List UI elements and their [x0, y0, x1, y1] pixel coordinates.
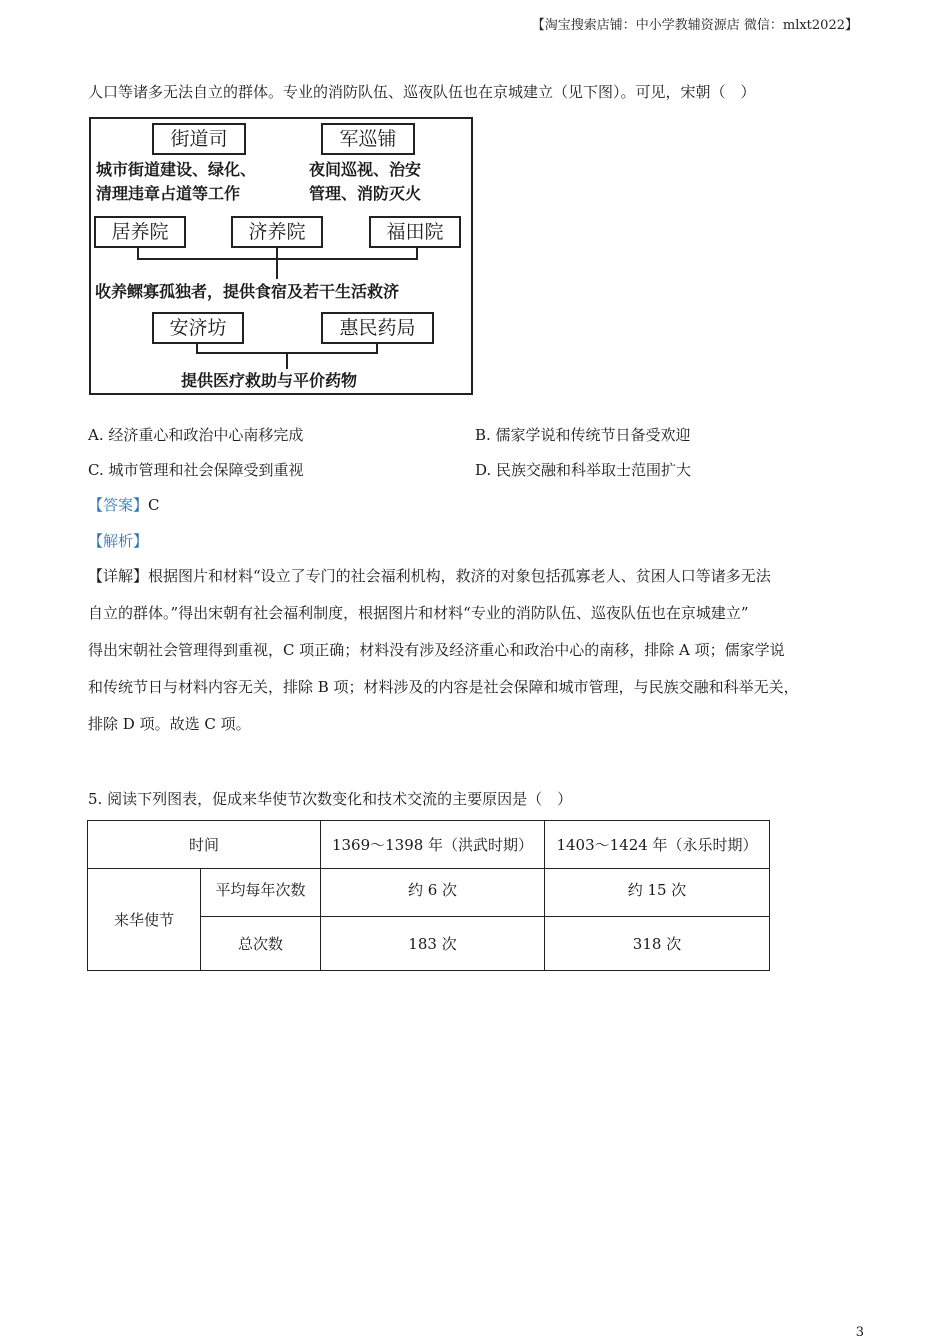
desc-junxunpu-2: 管理、消防灭火	[309, 184, 422, 203]
table-group-label: 来华使节	[88, 869, 201, 971]
answer-label: 【答案】	[88, 496, 149, 514]
detail-text-1: 根据图片和材料“设立了专门的社会福利机构，救济的对象包括孤寡老人、贫困人口等诸多无法	[148, 567, 771, 585]
detail-line-4: 和传统节日与材料内容无关，排除 B 项；材料涉及的内容是社会保障和城市管理，与民族交融和科举无关，	[88, 678, 799, 696]
table-row2-value-2: 318 次	[545, 917, 770, 971]
table-row1-value-1: 约 6 次	[321, 869, 545, 917]
option-a: A. 经济重心和政治中心南移完成	[88, 426, 304, 444]
box-anjifang: 安济坊	[152, 312, 244, 344]
detail-line-5: 排除 D 项。故选 C 项。	[88, 715, 251, 733]
desc-welfare: 收养鳏寡孤独者，提供食宿及若干生活救济	[95, 282, 400, 301]
song-institutions-diagram	[89, 117, 473, 395]
table-time-header: 时间	[88, 821, 321, 869]
detail-label: 【详解】	[88, 567, 149, 585]
option-d: D. 民族交融和科举取士范围扩大	[475, 461, 692, 479]
box-futianyuan: 福田院	[369, 216, 461, 248]
envoys-table	[87, 820, 770, 971]
desc-jiedaosi-2: 清理违章占道等工作	[96, 184, 241, 203]
desc-medical: 提供医疗救助与平价药物	[181, 371, 358, 390]
desc-junxunpu-1: 夜间巡视、治安	[309, 160, 422, 179]
option-c: C. 城市管理和社会保障受到重视	[88, 461, 304, 479]
table-row1-label: 平均每年次数	[201, 869, 321, 917]
box-jiedaosi: 街道司	[152, 123, 246, 155]
table-period-1: 1369～1398 年（洪武时期）	[321, 821, 545, 869]
table-row2-label: 总次数	[201, 917, 321, 971]
detail-line-1	[88, 566, 771, 586]
option-b: B. 儒家学说和传统节日备受欢迎	[475, 426, 691, 444]
table-row1-value-2: 约 15 次	[545, 869, 770, 917]
answer-value: C	[148, 496, 160, 514]
detail-line-2: 自立的群体。”得出宋朝有社会福利制度，根据图片和材料“专业的消防队伍、巡夜队伍也在京城建立”	[88, 604, 749, 622]
box-huiminyaoju: 惠民药局	[321, 312, 434, 344]
analysis-label: 【解析】	[88, 532, 149, 550]
box-jiyangyuan: 济养院	[231, 216, 323, 248]
desc-jiedaosi-1: 城市街道建设、绿化、	[96, 160, 257, 179]
answer-line	[88, 495, 160, 515]
question-5: 5. 阅读下列图表，促成来华使节次数变化和技术交流的主要原因是（ ）	[88, 790, 573, 808]
intro-line: 人口等诸多无法自立的群体。专业的消防队伍、巡夜队伍也在京城建立（见下图）。可见，宋朝（ ）	[88, 83, 756, 101]
table-row2-value-1: 183 次	[321, 917, 545, 971]
page-number: 3	[855, 1325, 864, 1340]
table-period-2: 1403～1424 年（永乐时期）	[545, 821, 770, 869]
detail-line-3: 得出宋朝社会管理得到重视，C 项正确；材料没有涉及经济重心和政治中心的南移，排除 A 项；儒家学说	[88, 641, 785, 659]
box-juyangyuan: 居养院	[94, 216, 186, 248]
page-header: 【淘宝搜索店铺：中小学教辅资源店 微信：mlxt2022】	[531, 18, 858, 33]
box-junxunpu: 军巡铺	[321, 123, 415, 155]
